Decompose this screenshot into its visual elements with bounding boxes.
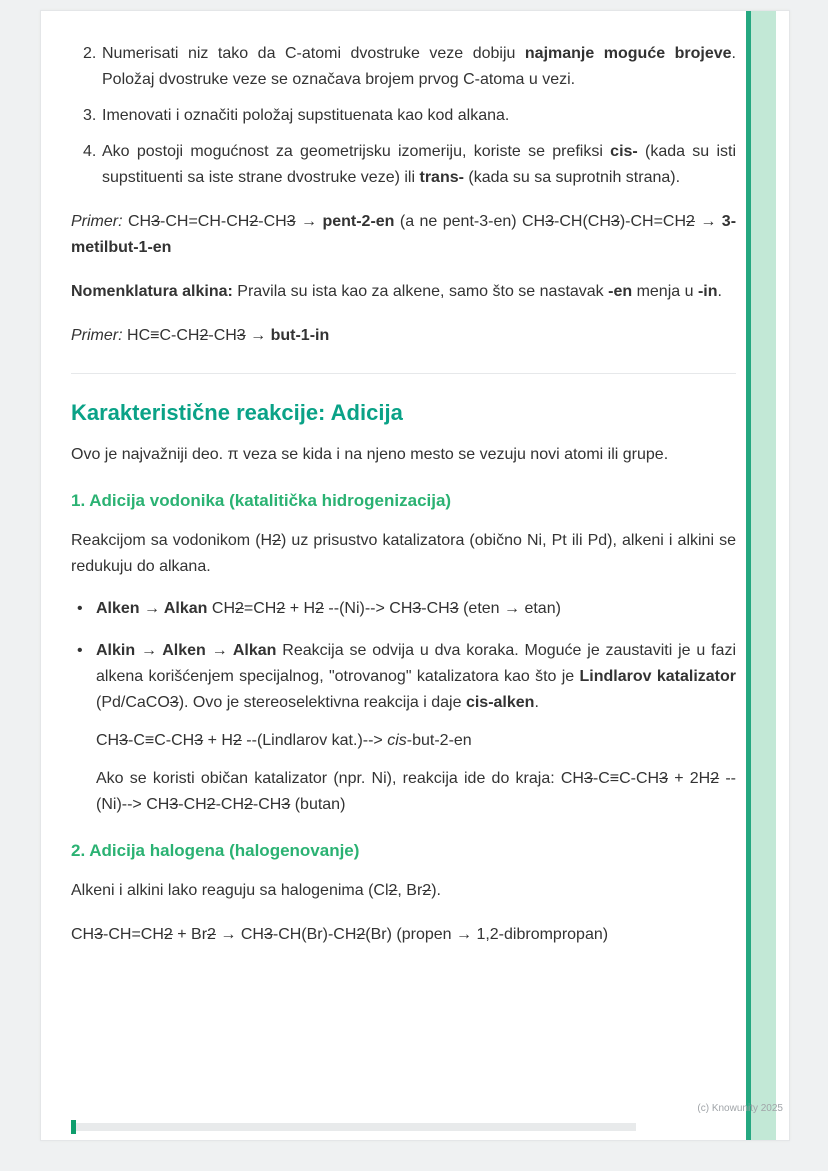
bullet-text: Alken → Alkan CH2=CH2 + H2 --(Ni)--> CH3-CH3 (eten → etan): [96, 600, 561, 617]
bullet-marker: •: [77, 600, 83, 617]
page-progress-bar: [71, 1120, 636, 1134]
page-edge-accent-light: [751, 11, 776, 1140]
copyright-footer: (c) Knowunity 2025: [697, 1103, 783, 1114]
section-heading: Karakteristične reakcije: Adicija: [71, 400, 403, 425]
bullet-body: [96, 638, 736, 818]
bullet-list: [71, 596, 736, 818]
section-intro-paragraph: Ovo je najvažniji deo. π veza se kida i na njeno mesto se vezuju novi atomi ili grupe.: [71, 446, 669, 463]
subsection-2-heading: 2. Adicija halogena (halogenovanje): [71, 841, 360, 860]
subsection-2-paragraph-1: Alkeni i alkini lako reaguju sa halogenima (Cl2, Br2).: [71, 882, 441, 899]
ordered-list-item-2: [71, 41, 736, 93]
list-number: 3.: [83, 107, 97, 124]
section-divider: [71, 373, 736, 374]
bullet-sub-paragraph: Ako se koristi običan katalizator (npr. Ni), reakcija ide do kraja: CH3-C≡C-CH3 + 2H2 --(Ni)--> CH3-CH2-CH2-CH3 (butan): [96, 770, 737, 813]
bullet-sub-paragraph: CH3-C≡C-CH3 + H2 --(Lindlarov kat.)--> cis-but-2-en: [96, 732, 472, 749]
document-page: [40, 10, 790, 1141]
bullet-item-alken: [71, 596, 736, 622]
bullet-marker: •: [77, 642, 83, 659]
nomenklatura-alkina-paragraph: Nomenklatura alkina: Pravila su ista kao za alkene, samo što se nastavak -en menja u -in.: [71, 283, 722, 300]
list-item-text: Ako postoji mogućnost za geometrijsku izomeriju, koriste se prefiksi cis- (kada su isti supstituenti sa iste strane dvostruke veze) ili trans- (kada su sa suprotnih strana).: [102, 143, 736, 186]
progress-track: [76, 1123, 636, 1131]
bullet-item-alkin: [71, 638, 736, 818]
bullet-text: Alkin → Alken → Alkan Reakcija se odvija u dva koraka. Moguće je zaustaviti je u fazi alkena korišćenjem specijalnog, "otrovanog" katalizatora kao što je Lindlarov katalizator (Pd/CaCO3). Ovo je stereoselektivna reakcija i daje cis-alken.: [96, 642, 737, 711]
bullet-body: [96, 596, 736, 622]
document-content: [71, 41, 736, 948]
ordered-list-item-3: [71, 103, 736, 129]
primer-alkeni-paragraph: Primer: CH3-CH=CH-CH2-CH3 → pent-2-en (a ne pent-3-en) CH3-CH(CH3)-CH=CH2 → 3-metilbut-1-en: [71, 213, 737, 256]
subsection-1-paragraph: Reakcijom sa vodonikom (H2) uz prisustvo katalizatora (obično Ni, Pt ili Pd), alkeni i alkini se redukuju do alkana.: [71, 532, 736, 575]
primer-alkini-paragraph: Primer: HC≡C-CH2-CH3 → but-1-in: [71, 327, 330, 344]
subsection-2-paragraph-2: CH3-CH=CH2 + Br2 → CH3-CH(Br)-CH2(Br) (propen → 1,2-dibrompropan): [71, 926, 609, 943]
list-number: 4.: [83, 143, 97, 160]
list-item-text: Imenovati i označiti položaj supstituenata kao kod alkana.: [102, 107, 510, 124]
list-item-text: Numerisati niz tako da C-atomi dvostruke veze dobiju najmanje moguće brojeve. Položaj dvostruke veze se označava brojem prvog C-atoma u vezi.: [102, 45, 736, 88]
ordered-list-item-4: [71, 139, 736, 191]
list-number: 2.: [83, 45, 97, 62]
subsection-1-heading: 1. Adicija vodonika (katalitička hidrogenizacija): [71, 491, 452, 510]
